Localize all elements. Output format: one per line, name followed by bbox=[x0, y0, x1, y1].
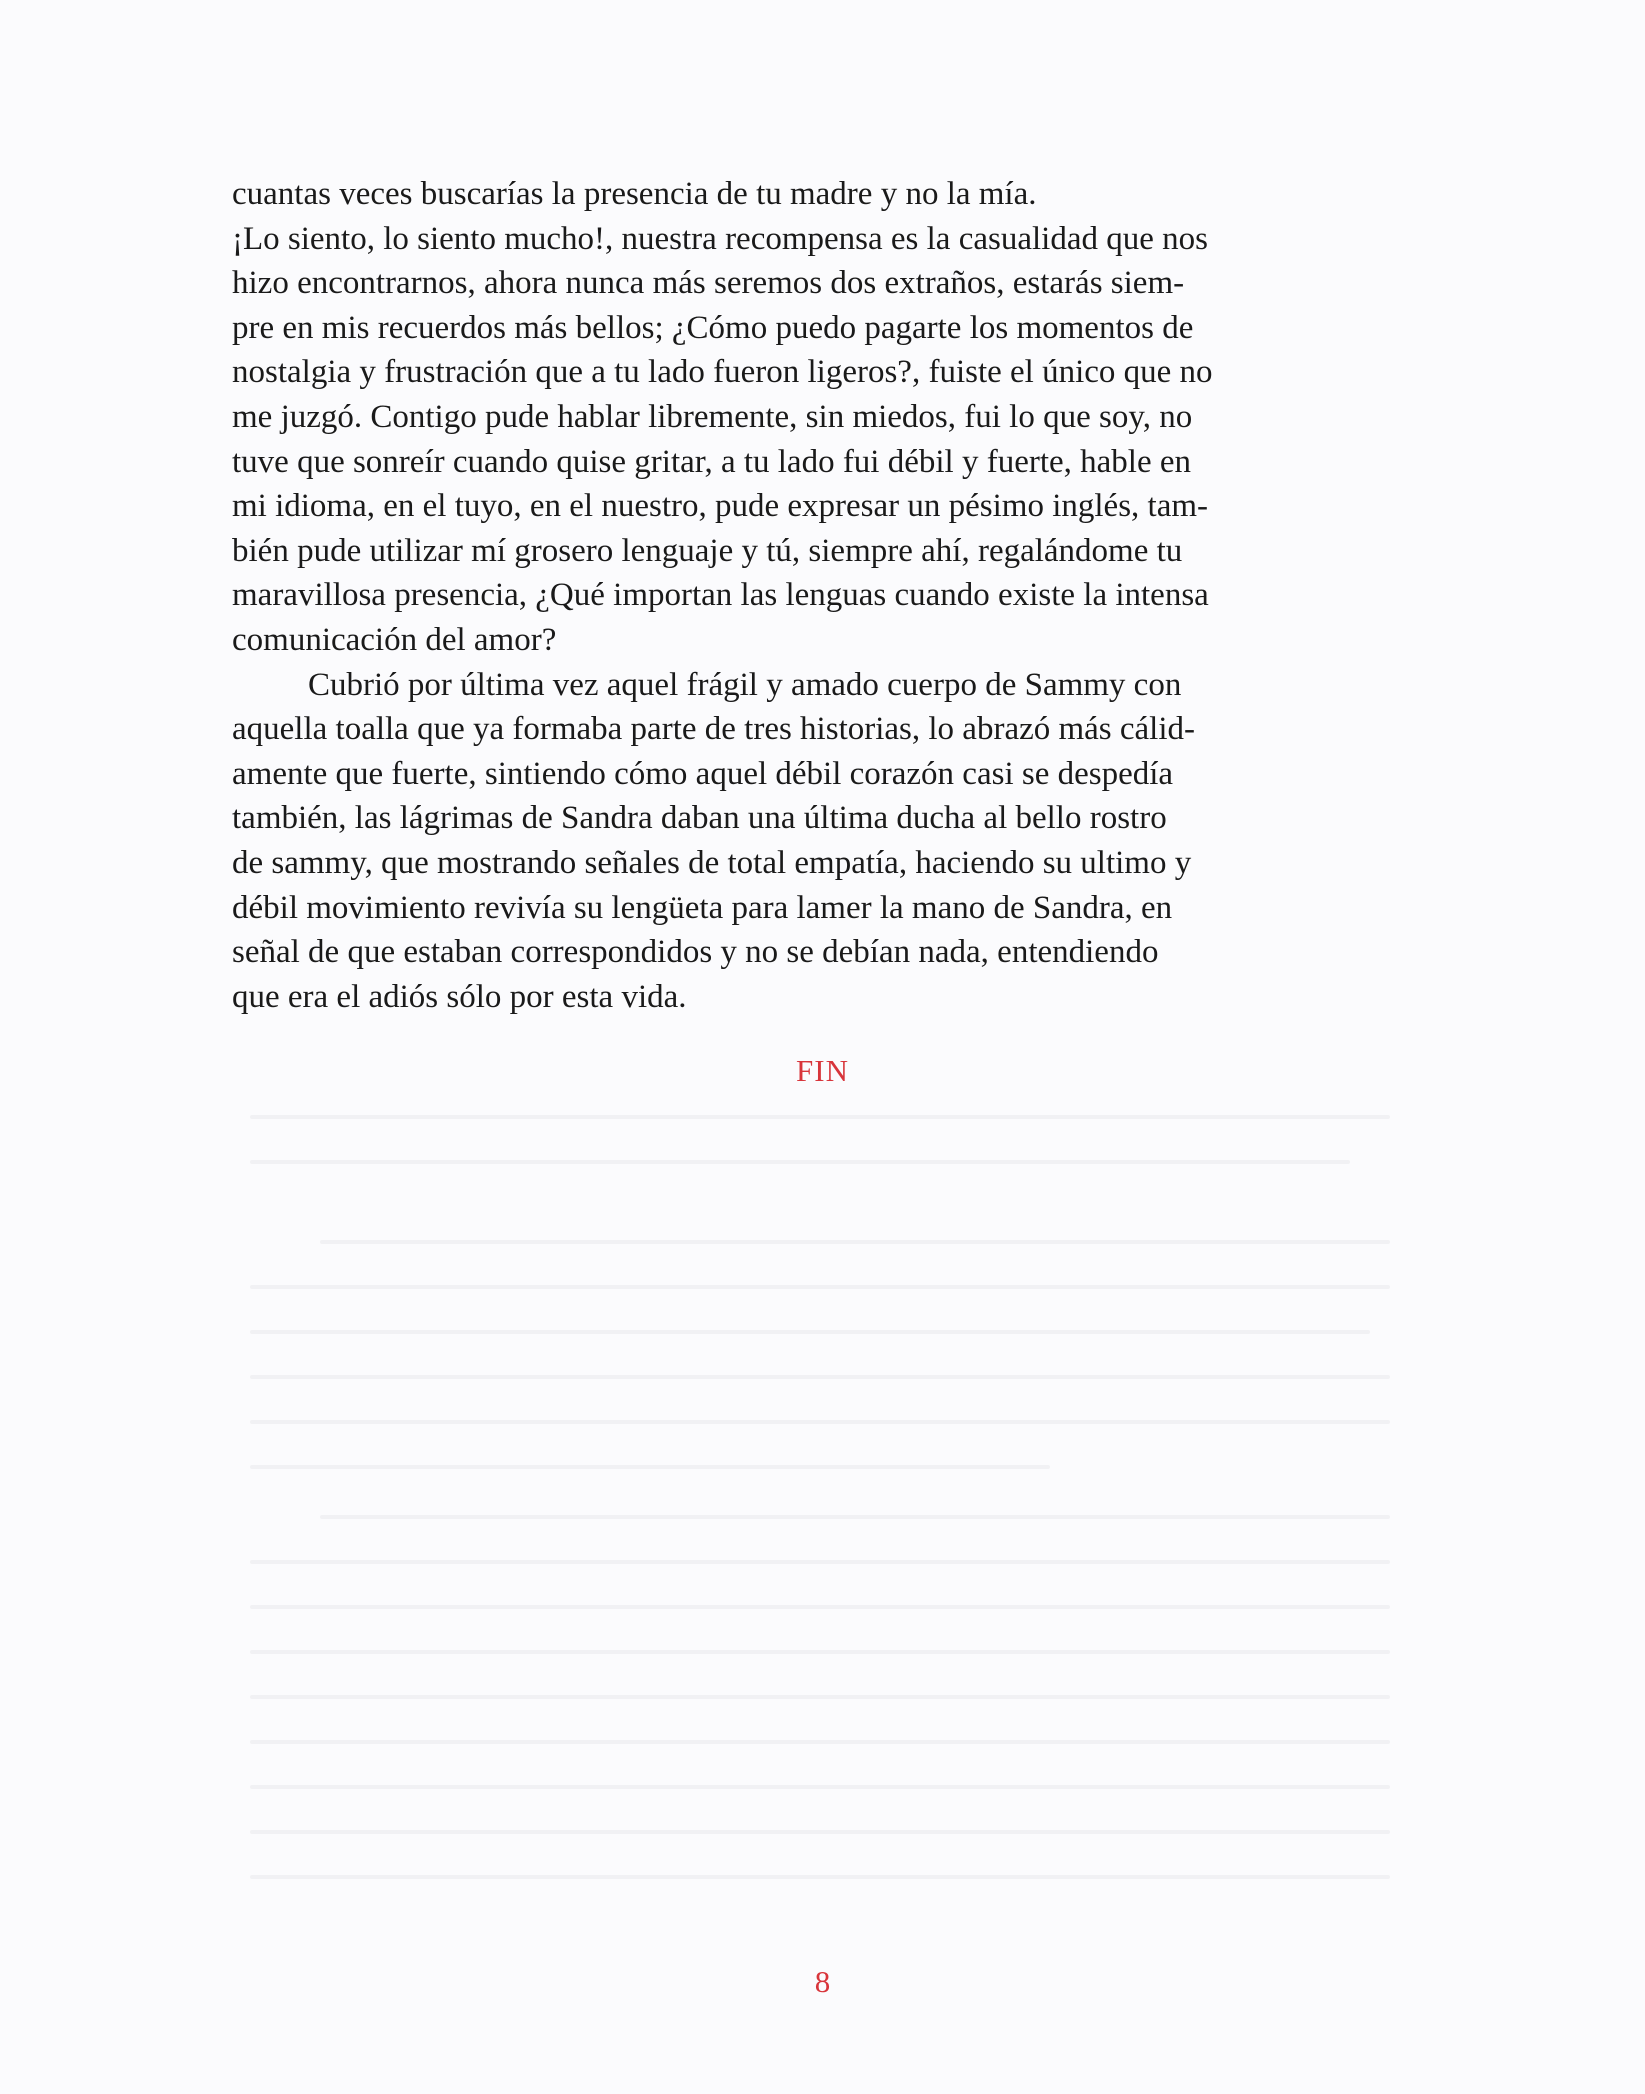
show-through-line bbox=[250, 1160, 1350, 1164]
text-line: me juzgó. Contigo pude hablar libremente, sin miedos, fui lo que soy, no bbox=[232, 398, 1193, 435]
text-line: comunicación del amor? bbox=[232, 621, 557, 658]
page-number: 8 bbox=[814, 1964, 831, 1999]
text-line: nostalgia y frustración que a tu lado fueron ligeros?, fuiste el único que no bbox=[232, 354, 1213, 391]
show-through-line bbox=[250, 1115, 1390, 1119]
text-line: Cubrió por última vez aquel frágil y amado cuerpo de Sammy con bbox=[308, 666, 1182, 703]
show-through-line bbox=[250, 1650, 1390, 1654]
show-through-line bbox=[250, 1875, 1390, 1879]
paragraph-2 bbox=[232, 663, 1412, 1020]
show-through-line bbox=[250, 1330, 1370, 1334]
text-line: de sammy, que mostrando señales de total empatía, haciendo su ultimo y bbox=[232, 844, 1192, 881]
show-through-line bbox=[250, 1740, 1390, 1744]
show-through-line bbox=[320, 1240, 1390, 1244]
show-through-line bbox=[250, 1695, 1390, 1699]
show-through-line bbox=[250, 1785, 1390, 1789]
paragraph-1 bbox=[232, 172, 1412, 663]
show-through-line bbox=[250, 1375, 1390, 1379]
text-line: bién pude utilizar mí grosero lenguaje y tú, siempre ahí, regalándome tu bbox=[232, 532, 1183, 569]
text-line: cuantas veces buscarías la presencia de tu madre y no la mía. bbox=[232, 176, 1037, 212]
text-line: maravillosa presencia, ¿Qué importan las lenguas cuando existe la intensa bbox=[232, 577, 1209, 614]
text-line: mi idioma, en el tuyo, en el nuestro, pude expresar un pésimo inglés, tam- bbox=[232, 488, 1209, 525]
text-line: débil movimiento revivía su lengüeta para lamer la mano de Sandra, en bbox=[232, 889, 1173, 926]
show-through-line bbox=[250, 1285, 1390, 1289]
text-line: pre en mis recuerdos más bellos; ¿Cómo puedo pagarte los momentos de bbox=[232, 309, 1194, 346]
show-through-line bbox=[250, 1830, 1390, 1834]
text-line: también, las lágrimas de Sandra daban una última ducha al bello rostro bbox=[232, 800, 1167, 837]
show-through-line bbox=[250, 1605, 1390, 1609]
show-through-line bbox=[250, 1465, 1050, 1469]
show-through-line bbox=[250, 1420, 1390, 1424]
text-line: tuve que sonreír cuando quise gritar, a tu lado fui débil y fuerte, hable en bbox=[232, 443, 1192, 480]
text-line: aquella toalla que ya formaba parte de tres historias, lo abrazó más cálid- bbox=[232, 711, 1196, 748]
text-line: señal de que estaban correspondidos y no se debían nada, entendiendo bbox=[232, 934, 1159, 971]
text-line: amente que fuerte, sintiendo cómo aquel débil corazón casi se despedía bbox=[232, 755, 1174, 792]
end-marker: FIN bbox=[796, 1053, 849, 1088]
body-text bbox=[232, 172, 1412, 1019]
show-through-line bbox=[320, 1515, 1390, 1519]
text-line: ¡Lo siento, lo siento mucho!, nuestra recompensa es la casualidad que nos bbox=[232, 220, 1208, 257]
text-line: que era el adiós sólo por esta vida. bbox=[232, 978, 687, 1015]
text-line: hizo encontrarnos, ahora nunca más seremos dos extraños, estarás siem- bbox=[232, 265, 1185, 302]
show-through-line bbox=[250, 1560, 1390, 1564]
